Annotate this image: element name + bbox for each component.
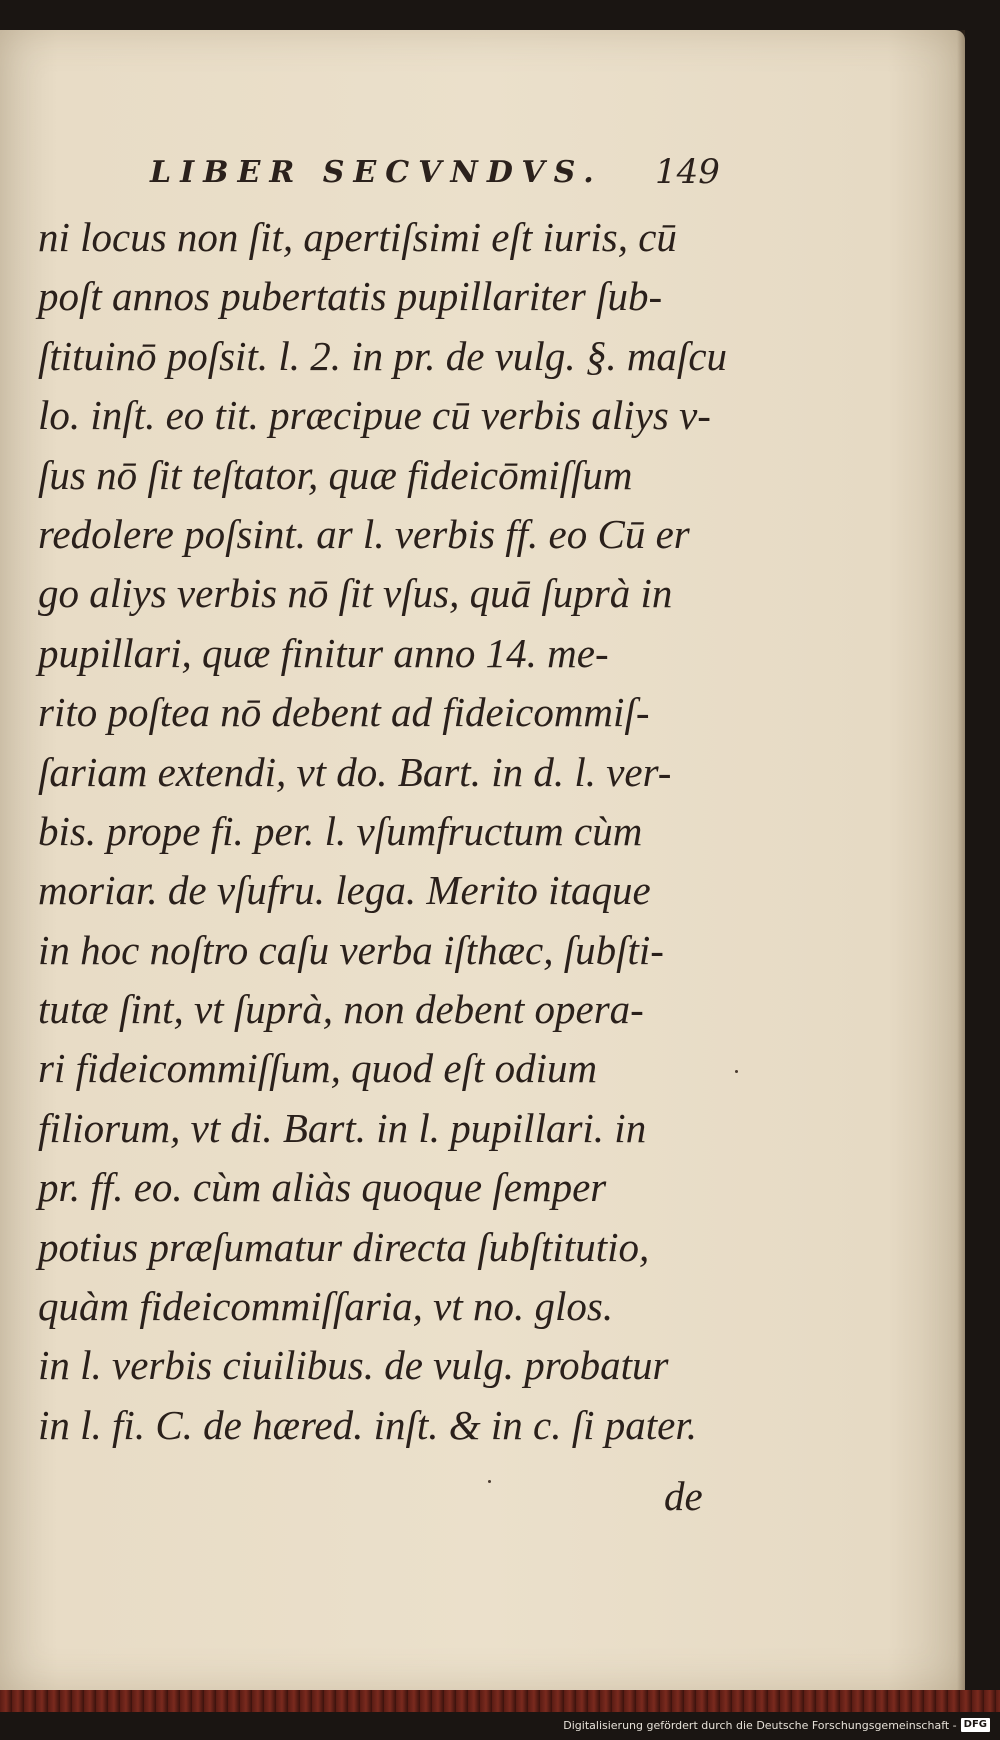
catchword: de [664,1473,703,1519]
text-line: poſt annos pubertatis pupillariter ſub- [38,273,663,320]
running-head: LIBER SECVNDVS. [150,155,603,190]
text-line: pr. ff. eo. cùm aliàs quoque ſemper [38,1164,607,1211]
text-line: in l. fi. C. de hæred. inſt. & in c. ſi pater. [38,1401,698,1448]
text-line: in hoc noſtro caſu verba iſthæc, ſubſti- [38,926,664,973]
text-line: ſariam extendi, vt do. Bart. in d. l. ver- [38,748,672,795]
body-text [38,208,728,1455]
book-edge-strip [0,1690,1000,1712]
text-line: ni locus non ſit, apertiſsimi eſt iuris, cū [38,214,677,260]
ink-speck [488,1480,491,1483]
page-number: 149 [655,152,720,192]
text-line: go aliys verbis nō ſit vſus, quā ſuprà in [38,570,673,617]
text-line: pupillari, quæ finitur anno 14. me- [38,629,609,676]
page-edge [957,30,965,1690]
text-line: moriar. de vſufru. lega. Merito itaque [38,867,651,914]
digitization-credit [563,1715,990,1735]
ink-speck [735,1070,738,1073]
text-line: redolere poſsint. ar l. verbis ff. eo Cū er [38,510,690,557]
text-line: ri fideicommiſſum, quod eſt odium [38,1045,598,1092]
text-line: potius præſumatur directa ſubſtitutio, [38,1223,650,1270]
text-line: ſtituinō poſsit. l. 2. in pr. de vulg. §. maſcu [38,332,728,379]
text-line: tutæ ſint, vt ſuprà, non debent opera- [38,986,644,1033]
credit-text: Digitalisierung gefördert durch die Deutsche Forschungsgemeinschaft - [563,1718,957,1732]
text-line: bis. prope fi. per. l. vſumfructum cùm [38,807,643,854]
text-line: filiorum, vt di. Bart. in l. pupillari. in [38,1104,647,1151]
text-line: rito poſtea nō debent ad fideicommiſ- [38,689,650,736]
text-line: lo. inſt. eo tit. præcipue cū verbis aliys v- [38,392,711,439]
text-line: quàm fideicommiſſaria, vt no. glos. [38,1283,614,1330]
text-line: in l. verbis ciuilibus. de vulg. probatur [38,1342,669,1389]
text-line: ſus nō ſit teſtator, quæ fideicōmiſſum [38,451,633,498]
dfg-logo-icon: DFG [961,1718,990,1732]
